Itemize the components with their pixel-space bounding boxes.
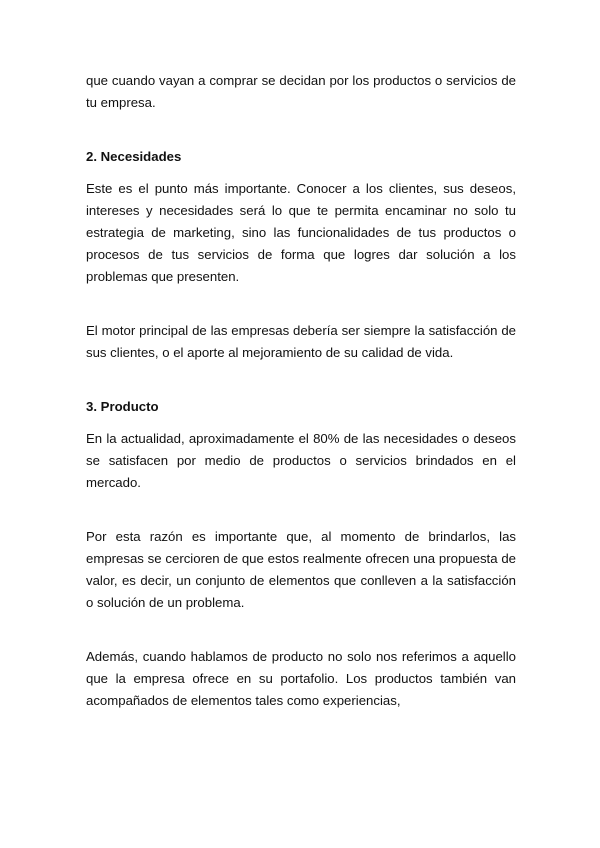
document-page — [86, 70, 516, 712]
section-heading-producto: 3. Producto — [86, 399, 159, 414]
necesidades-paragraph-1: Este es el punto más importante. Conocer a los clientes, sus deseos, intereses y necesidades será lo que te permita encaminar no solo tu estrategia de marketing, sino las funcionalidades de tus productos o procesos de tus servicios de forma que logres dar solución a los problemas que presenten. — [86, 181, 516, 284]
section-heading-necesidades: 2. Necesidades — [86, 149, 182, 164]
intro-paragraph: que cuando vayan a comprar se decidan por los productos o servicios de tu empresa. — [86, 73, 516, 110]
producto-paragraph-1: En la actualidad, aproximadamente el 80% de las necesidades o deseos se satisfacen por medio de productos o servicios brindados en el mercado. — [86, 431, 516, 490]
producto-paragraph-2: Por esta razón es importante que, al momento de brindarlos, las empresas se cercioren de que estos realmente ofrecen una propuesta de valor, es decir, un conjunto de elementos que conlleven a la satisfacción o solución de un problema. — [86, 529, 516, 610]
producto-paragraph-3: Además, cuando hablamos de producto no solo nos referimos a aquello que la empresa ofrece en su portafolio. Los productos también van acompañados de elementos tales como experiencias, — [86, 649, 516, 708]
necesidades-paragraph-2: El motor principal de las empresas debería ser siempre la satisfacción de sus clientes, o el aporte al mejoramiento de su calidad de vida. — [86, 323, 516, 360]
